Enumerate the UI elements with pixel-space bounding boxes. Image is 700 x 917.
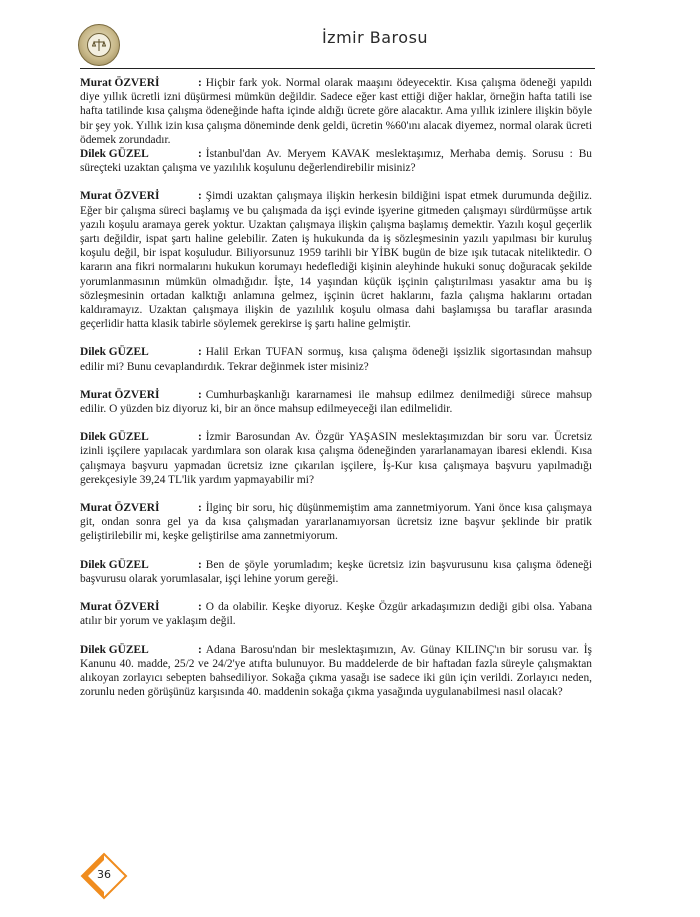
- transcript-paragraph: [80, 147, 592, 175]
- speaker-name: Dilek GÜZEL: [80, 558, 149, 571]
- speaker-name: Murat ÖZVERİ: [80, 77, 160, 89]
- paragraph-text: Hiçbir fark yok. Normal olarak maaşını ödeyecektir. Kısa çalışma ödeneği yapıldı diye yıllık ücretli izni düşürmesi mümkün değildir. Sadece eğer kast ettiği diğer haklar, örneğin hafta tatili ise hafta tatilinde kısa çalışma ödeneğinde hafta içinde aldığı ücrete göre alacaktır. Ama yıllık izinlere ilişkin böyle bir şey yok. Yıllık izin kısa çalışma döneminde denk geldi, ücretin %60'ını alacak diyemez, normal olarak ücreti ödemek zorundadır.: [80, 77, 592, 146]
- paragraph-text: Cumhurbaşkanlığı kararnamesi ile mahsup edilmez denilmediği sürece mahsup edilir. O yüzden biz diyoruz ki, bir an önce mahsup edilmeyeceği ilan edilmelidir.: [80, 388, 592, 416]
- paragraph-text: Ben de şöyle yorumladım; keşke ücretsiz izin başvurusunu kısa çalışma ödeneği başvurusu olarak yorumlasalar, işçi lehine yorum gereği.: [80, 558, 592, 585]
- header-divider: [80, 68, 595, 69]
- speaker-name: Murat ÖZVERİ: [80, 601, 160, 614]
- paragraph-text: İlginç bir soru, hiç düşünmemiştim ama zannetmiyorum. Yani önce kısa çalışmaya git, ondan sonra gel ya da kısa çalışmadan yararlanamıyorsan ücretsiz izne başvur şeklinde bir pratik geliştirilebilir mi, keşke geliştirilse ama zannetmiyorum.: [80, 502, 592, 543]
- paragraph-text: İzmir Barosundan Av. Özgür YAŞASIN meslektaşımızdan bir soru var. Ücretsiz izinli işçilere yapılacak yardımlara son olarak kısa çalışma ödeneğinden yararlanamayan ibaresi eklendi. Kısa çalışmaya başvuru yapmadan ücretsiz izne çıkarılan işçilere, İş-Kur kısa çalışmaya başvuru yapılmadığı gerekçesiyle 39,24 TL'lik yardım yapmayabilir mi?: [80, 431, 592, 486]
- paragraph-text: O da olabilir. Keşke diyoruz. Keşke Özgür arkadaşımızın dediği gibi olsa. Yabana atılır bir yorum ve yaklaşım değil.: [80, 601, 592, 628]
- transcript-paragraph: [80, 388, 592, 416]
- paragraph-text: Halil Erkan TUFAN sormuş, kısa çalışma ödeneği işsizlik sigortasından mahsup edilir mi? Bunu cevaplandırdık. Tekrar değinmek ister misiniz?: [80, 346, 592, 373]
- transcript-paragraph: [80, 558, 592, 586]
- interview-transcript: [80, 76, 592, 713]
- speaker-colon: :: [198, 346, 202, 359]
- speaker-colon: :: [198, 558, 202, 571]
- speaker-name: Murat ÖZVERİ: [80, 502, 160, 515]
- paragraph-text: İstanbul'dan Av. Meryem KAVAK meslektaşımız, Merhaba demiş. Sorusu : Bu süreçteki uzaktan çalışma ve yazılılık koşulunu değerlendirebilir misiniz?: [80, 148, 592, 175]
- page-number: 36: [97, 868, 111, 881]
- speaker-colon: :: [198, 190, 202, 203]
- speaker-name: Dilek GÜZEL: [80, 431, 149, 444]
- paragraph-text: Şimdi uzaktan çalışmaya ilişkin herkesin bildiğini ispat etmek durumunda değiliz. Eğer bir çalışma süreci başlamış ve bu çalışmada da işçi evinde işyerine gitmeden çalışmayı sürdürmüşse artık yazılı koşulu aramaya gerek yoktur. Uzaktan çalışmaya ilişkin çalışma başlamış demektir. Yazılı koşul geçerlik şartı değildir, ispat şartı haline gelebilir. Zaten iş hukukunda da iş sözleşmesinin yazılı yapılması bir kuruluş koşulu değil, bir ispat koşuludur. Biliyorsunuz 1959 tarihli bir YİBK bugün de bize ışık tutacak niteliktedir. O kararın ana fikri normalarını hukukun korumayı hedeflediği kişinin aleyhinde hukuki sonuç doğuracak şekilde yorumlanmasının mümkün olmadığıdır. İşte, 14 yaşından küçük işçinin çalıştırılması yasaktır ama bu iş sözleşmesinin ortadan kalktığı anlamına gelmez, işçinin ücret haklarını, fazla çalışma haklarını ortadan kaldıramayız. Uzaktan çalışmaya ilişkin de yazılılık koşulu olmasa dahi başlamışsa bu taraflar arasında geçerlidir hatta klasik tabirle söylemek gerekirse iş şartı haline gelmiştir.: [80, 190, 592, 331]
- speaker-colon: :: [198, 601, 202, 614]
- speaker-colon: :: [198, 431, 202, 444]
- speaker-name: Murat ÖZVERİ: [80, 388, 160, 401]
- transcript-paragraph: [80, 501, 592, 544]
- transcript-paragraph: [80, 600, 592, 628]
- speaker-name: Dilek GÜZEL: [80, 148, 149, 161]
- transcript-paragraph: [80, 430, 592, 487]
- page-number-badge: [80, 852, 128, 900]
- speaker-colon: :: [198, 148, 202, 161]
- paragraph-text: Adana Barosu'ndan bir meslektaşımızın, Av. Günay KILINÇ'ın bir sorusu var. İş Kanunu 40. madde, 25/2 ve 24/2'ye atıfta bulunuyor. Bu maddelerde de bir haftadan fazla süreyle çalışmaktan alıkoyan zorlayıcı sebepten bahsediliyor. Sokağa çıkma yasağı ise sadece iki gün için verildi. Zorlayıcı neden, zorunlu neden görüşünüz karşısında 40. maddenin sokağa çıkma yasağında uygulanabilmesi nasıl olacak?: [80, 643, 592, 699]
- speaker-name: Murat ÖZVERİ: [80, 190, 160, 203]
- transcript-paragraph: [80, 345, 592, 373]
- transcript-paragraph: [80, 189, 592, 331]
- page-header-title: İzmir Barosu: [321, 28, 429, 47]
- speaker-colon: :: [198, 77, 202, 89]
- speaker-colon: :: [198, 643, 202, 656]
- speaker-colon: :: [198, 502, 202, 515]
- transcript-paragraph: [80, 76, 592, 147]
- page-header: [0, 0, 700, 72]
- transcript-paragraph: [80, 643, 592, 700]
- speaker-colon: :: [198, 388, 202, 401]
- speaker-name: Dilek GÜZEL: [80, 346, 149, 359]
- speaker-name: Dilek GÜZEL: [80, 643, 149, 656]
